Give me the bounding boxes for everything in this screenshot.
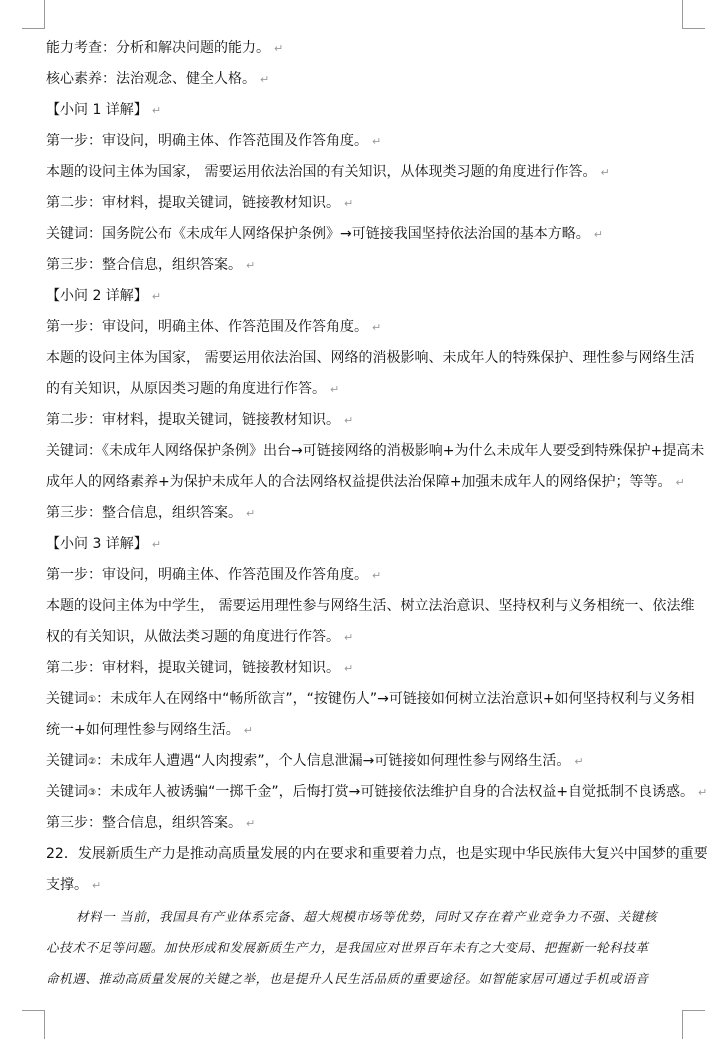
keyword-line: 关键词②：未成年人遭遇“人肉搜索”，个人信息泄漏→可链接如何理性参与网络生活。 ↵ — [46, 753, 584, 769]
text-line: 关键词：国务院公布《未成年人网络保护条例》→可链接我国坚持依法治国的基本方略。 ↵ — [46, 226, 603, 242]
text-line: 能力考查：分析和解决问题的能力。 ↵ — [46, 40, 284, 56]
keyword-line: 统一+如何理性参与网络生活。 ↵ — [46, 722, 253, 738]
section-heading: 【小问 2 详解】 ↵ — [46, 288, 162, 304]
text-line: 第三步：整合信息，组织答案。 ↵ — [46, 257, 256, 273]
keyword-line: 关键词③：未成年人被诱骗“一掷千金”，后悔打赏→可链接依法维护自身的合法权益+自觉抵制不良诱惑。 ↵ — [46, 784, 708, 800]
keyword-line: 关键词①：未成年人在网络中“畅所欲言”，“按键伤人”→可链接如何树立法治意识+如何坚持权利与义务相 — [46, 691, 695, 707]
text-line: 成年人的网络素养+为保护未成年人的合法网络权益提供法治保障+加强未成年人的网络保护；等等。 ↵ — [46, 474, 685, 490]
text-line: 第一步：审设问，明确主体、作答范围及作答角度。 ↵ — [46, 133, 382, 149]
section-heading: 【小问 3 详解】 ↵ — [46, 536, 162, 552]
section-heading: 【小问 1 详解】 ↵ — [46, 102, 162, 118]
text-line: 第一步：审设问，明确主体、作答范围及作答角度。 ↵ — [46, 319, 382, 335]
text-line: 本题的设问主体为国家， 需要运用依法治国的有关知识，从体现类习题的角度进行作答。 ↵ — [46, 164, 610, 180]
material-line: 命机遇、推动高质量发展的关键之举，也是提升人民生活品质的重要途径。如智能家居可通过手机或语音 — [46, 971, 649, 986]
question-line: 22．发展新质生产力是推动高质量发展的内在要求和重要着力点，也是实现中华民族伟大复兴中国梦的重要 — [46, 846, 708, 862]
corner-mark-top-left — [22, 0, 45, 29]
text-line: 本题的设问主体为中学生， 需要运用理性参与网络生活、树立法治意识、坚持权利与义务相统一、依法维 — [46, 598, 695, 614]
corner-mark-top-right — [682, 0, 705, 29]
text-line: 第二步：审材料，提取关键词，链接教材知识。 ↵ — [46, 412, 354, 428]
material-line: 心技术不足等问题。加快形成和发展新质生产力，是我国应对世界百年未有之大变局、把握新一轮科技革 — [46, 940, 649, 955]
text-line: 本题的设问主体为国家， 需要运用依法治国、网络的消极影响、未成年人的特殊保护、理性参与网络生活 — [46, 350, 695, 366]
text-line: 关键词：《未成年人网络保护条例》出台→可链接网络的消极影响+为什么未成年人要受到特殊保护+提高未 — [46, 443, 705, 459]
question-line: 支撑。 ↵ — [46, 877, 102, 893]
corner-mark-bottom-right — [682, 1010, 705, 1039]
text-line: 第三步：整合信息，组织答案。 ↵ — [46, 505, 256, 521]
material-line: 材料一 当前，我国具有产业体系完备、超大规模市场等优势，同时又存在着产业竞争力不强、关键核 — [76, 909, 657, 924]
text-line: 第二步：审材料，提取关键词，链接教材知识。 ↵ — [46, 195, 354, 211]
text-line: 第三步：整合信息，组织答案。 ↵ — [46, 815, 256, 831]
document-body — [46, 33, 708, 994]
text-line: 权的有关知识，从做法类习题的角度进行作答。 ↵ — [46, 629, 354, 645]
text-line: 的有关知识，从原因类习题的角度进行作答。 ↵ — [46, 381, 340, 397]
text-line: 核心素养：法治观念、健全人格。 ↵ — [46, 71, 270, 87]
corner-mark-bottom-left — [22, 1010, 45, 1039]
text-line: 第一步：审设问，明确主体、作答范围及作答角度。 ↵ — [46, 567, 382, 583]
text-line: 第二步：审材料，提取关键词，链接教材知识。 ↵ — [46, 660, 354, 676]
